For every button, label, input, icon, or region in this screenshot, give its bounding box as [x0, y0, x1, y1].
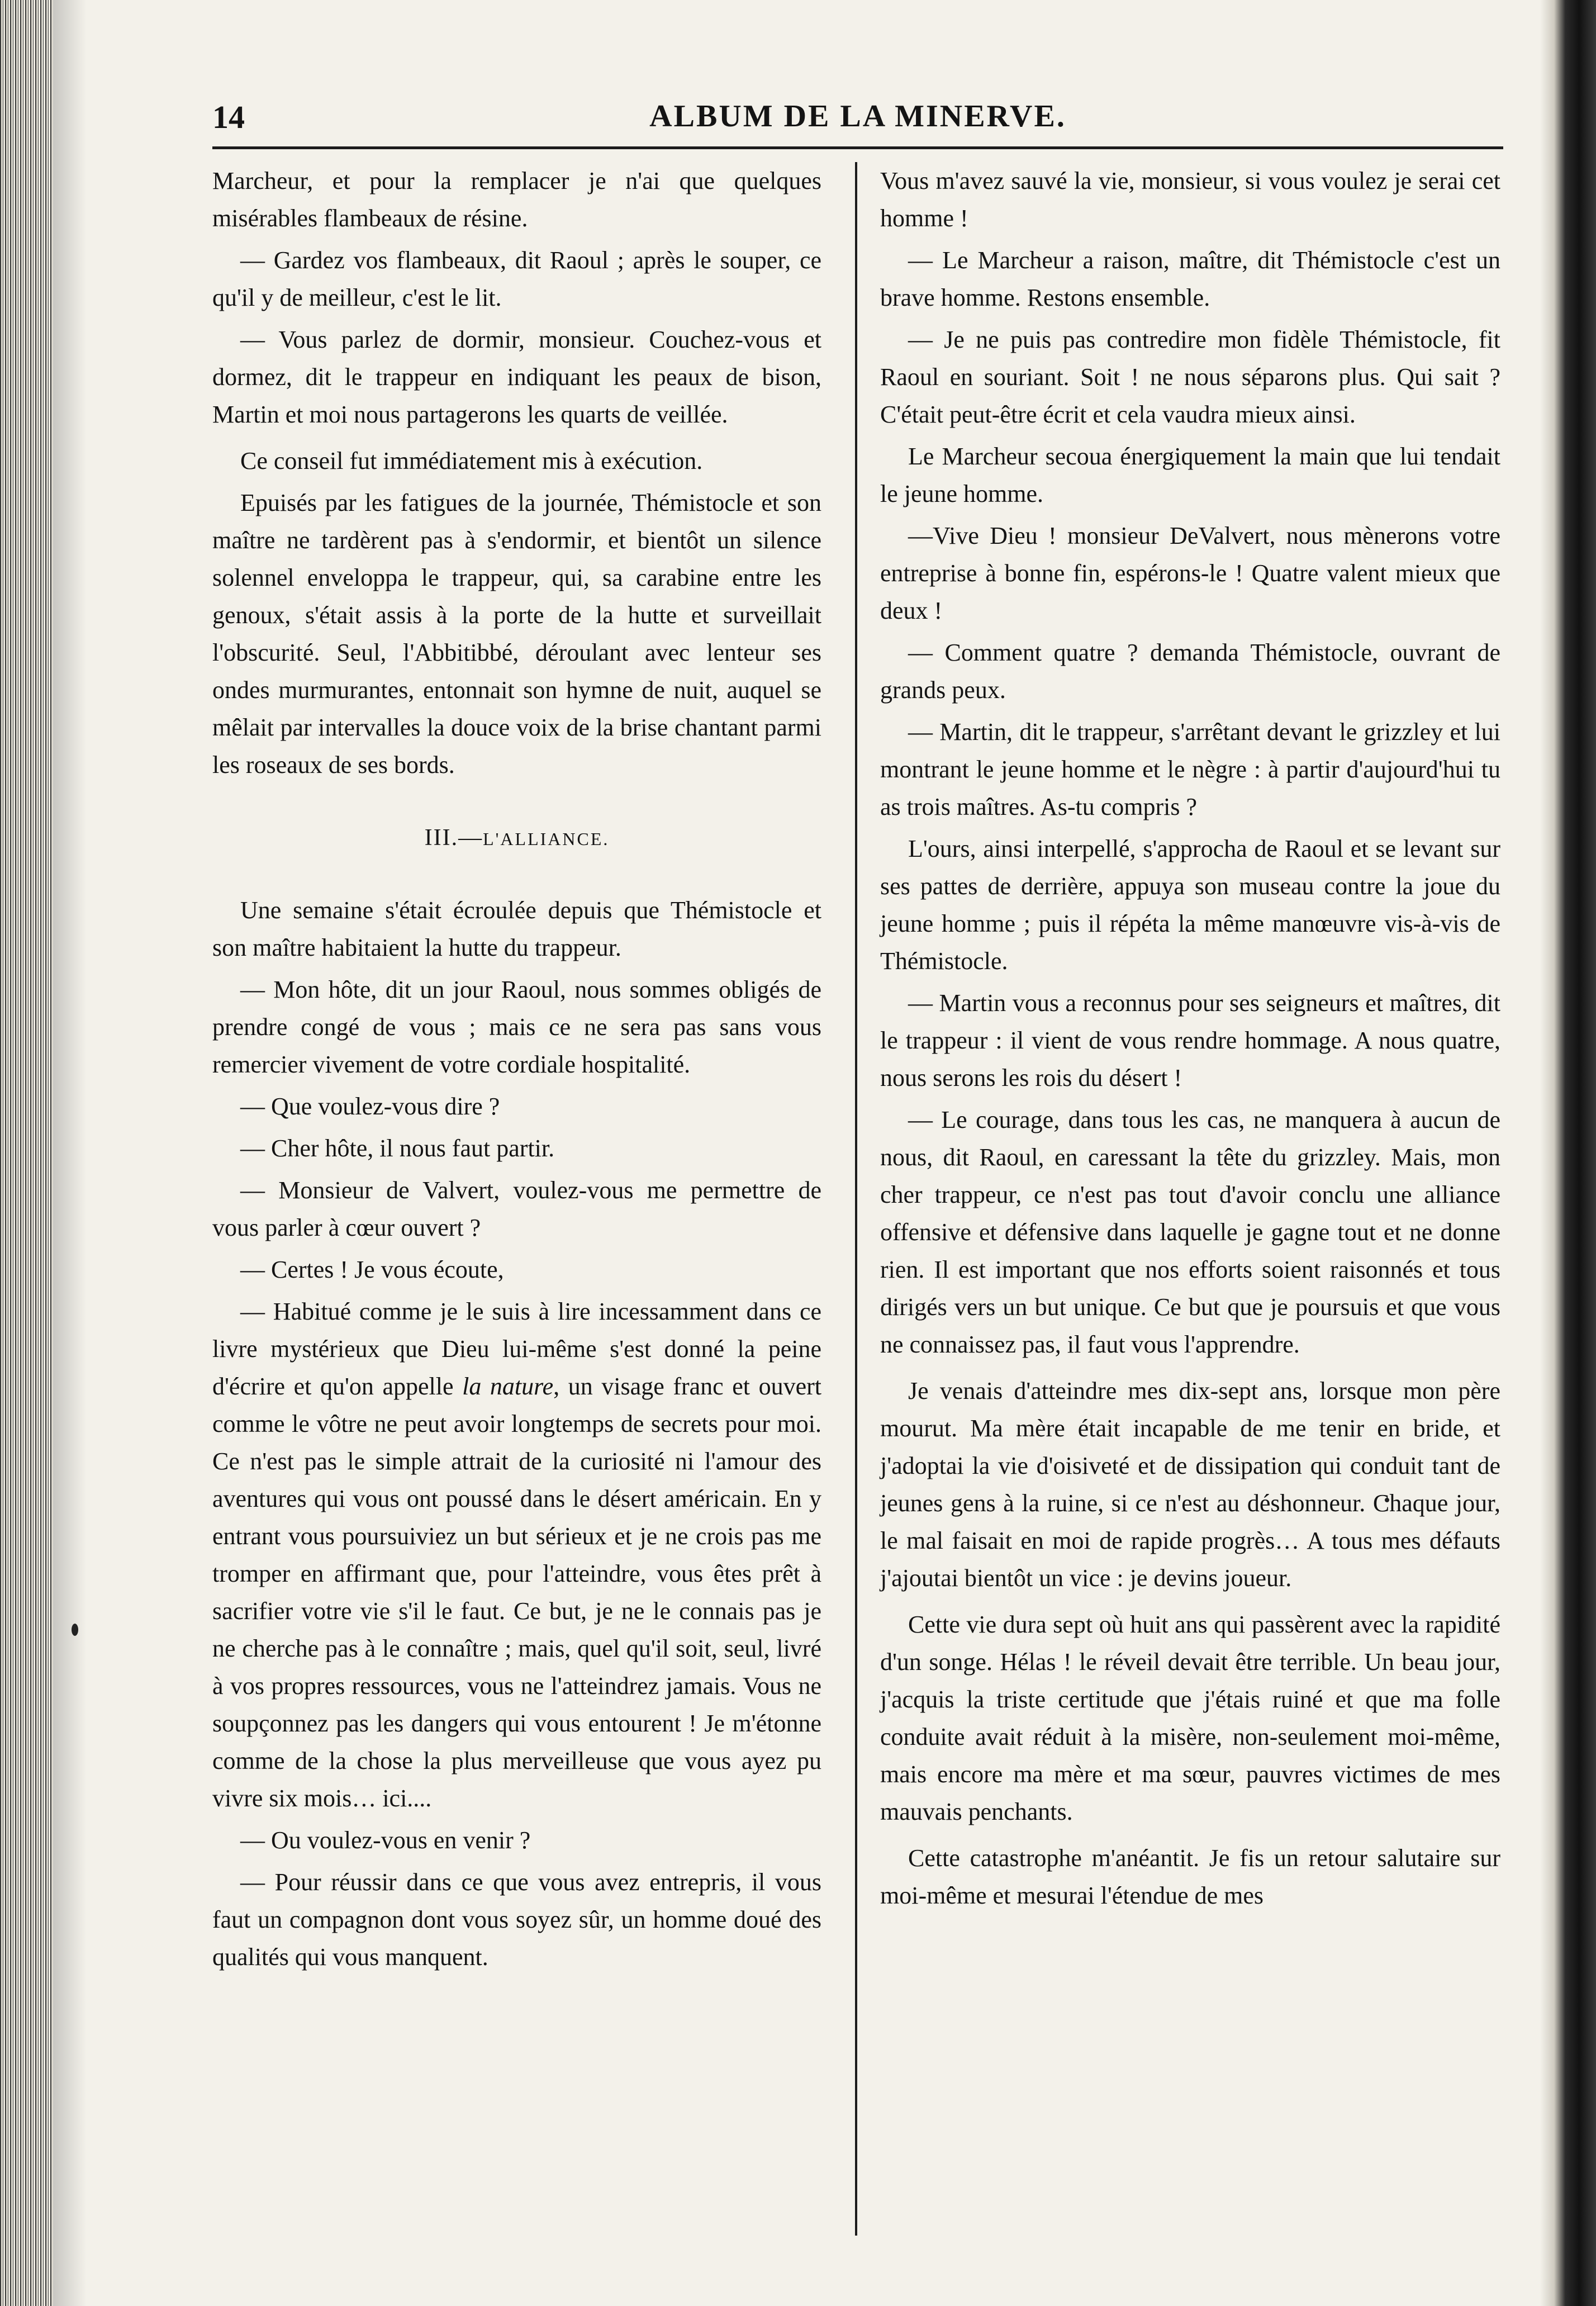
page-binding-left	[0, 0, 53, 2306]
journal-title: ALBUM DE LA MINERVE.	[649, 99, 1066, 134]
paragraph: —Vive Dieu ! monsieur DeValvert, nous mènerons votre entreprise à bonne fin, espérons-le ! Quatre valent mieux que deux !	[880, 522, 1500, 624]
italic-phrase: la nature	[462, 1373, 554, 1400]
column-divider	[855, 162, 857, 2236]
page-number: 14	[212, 99, 245, 135]
paragraph: L'ours, ainsi interpellé, s'approcha de Raoul et se levant sur ses pattes de derrière, appuya son museau contre la joue du jeune homme ; puis il répéta la même manœuvre vis-à-vis de Thémistocle.	[880, 835, 1500, 975]
paragraph: Cette catastrophe m'anéantit. Je fis un retour salutaire sur moi-même et mesurai l'étendue de mes	[880, 1844, 1500, 1909]
paragraph: — Vous parlez de dormir, monsieur. Couchez-vous et dormez, dit le trappeur en indiquant les peaux de bison, Martin et moi nous partagerons les quarts de veillée.	[212, 326, 821, 428]
paragraph-text: , un visage franc et ouvert comme le vôtre ne peut avoir longtemps de secrets pour moi. Ce n'est pas le simple attrait de la curiosité ni l'amour des aventures qui vous ont poussé dans le désert américain. En y entrant vous poursuiviez un but sérieux et je ne crois pas me tromper en affirmant que, pour l'atteindre, vous êtes prêt à sacrifier votre vie s'il le faut. Ce but, je ne le connais pas je ne cherche pas à le connaître ; mais, quel qu'il soit, seul, livré à vos propres ressources, vous ne l'atteindrez jamais. Vous ne soupçonnez pas les dangers qui vous entourent ! Je m'étonne comme de la chose la plus merveilleuse que vous ayez pu vivre six mois… ici....	[212, 1373, 822, 1812]
document-page	[212, 95, 1503, 2258]
running-head	[212, 95, 1503, 140]
paragraph: Je venais d'atteindre mes dix-sept ans, lorsque mon père mourut. Ma mère était incapable de me tenir en bride, et j'adoptai la vie d'oisiveté et de dissipation qui conduit tant de jeunes gens à la ruine, si ce n'est au déshonneur. Chaque jour, le mal faisait en moi de rapide progrès… A tous mes défauts j'ajoutai bientôt un vice : je devins joueur.	[880, 1377, 1500, 1592]
paragraph: — Comment quatre ? demanda Thémistocle, ouvrant de grands peux.	[880, 639, 1500, 704]
paragraph: — Que voulez-vous dire ?	[240, 1093, 500, 1120]
right-column	[880, 162, 1500, 2230]
paragraph-text: — Habitué comme je le suis à lire incessamment dans ce livre mystérieux que Dieu lui-même s'est donné la peine d'écrire et qu'on appelle	[212, 1298, 821, 1400]
paragraph: Marcheur, et pour la remplacer je n'ai que quelques misérables flambeaux de résine.	[212, 167, 821, 232]
paragraph: — Le Marcheur a raison, maître, dit Thémistocle c'est un brave homme. Restons ensemble.	[880, 246, 1500, 311]
section-heading	[212, 819, 821, 858]
header-rule	[212, 146, 1503, 149]
paragraph: — Martin, dit le trappeur, s'arrêtant devant le grizzley et lui montrant le jeune homme et le nègre : à partir d'aujourd'hui tu as trois maîtres. As-tu compris ?	[880, 718, 1500, 820]
section-title: L'ALLIANCE.	[483, 829, 610, 849]
ink-speck	[72, 1624, 78, 1636]
paragraph: Epuisés par les fatigues de la journée, Thémistocle et son maître ne tardèrent pas à s'endormir, et bientôt un silence solennel enveloppa le trappeur, qui, sa carabine entre les genoux, s'était assis à la porte de la hutte et surveillait l'obscurité. Seul, l'Abbitibbé, déroulant avec lenteur ses ondes murmurantes, entonnait son hymne de nuit, auquel se mêlait par intervalles la douce voix de la brise chantant parmi les roseaux de ses bords.	[212, 489, 821, 779]
paragraph: — Martin vous a reconnus pour ses seigneurs et maîtres, dit le trappeur : il vient de vous rendre hommage. A nous quatre, nous serons les rois du désert !	[880, 989, 1500, 1092]
paragraph: — Je ne puis pas contredire mon fidèle Thémistocle, fit Raoul en souriant. Soit ! ne nous séparons plus. Qui sait ? C'était peut-être écrit et cela vaudra mieux ainsi.	[880, 326, 1500, 428]
paragraph: Une semaine s'était écroulée depuis que Thémistocle et son maître habitaient la hutte du trappeur.	[212, 896, 821, 961]
paragraph: Cette vie dura sept où huit ans qui passèrent avec la rapidité d'un songe. Hélas ! le réveil devait être terrible. Un beau jour, j'acquis la triste certitude que j'étais ruiné et que ma folle conduite avait réduit à la misère, non-seulement moi-même, mais encore ma mère et ma sœur, pauvres victimes de mes mauvais penchants.	[880, 1611, 1500, 1825]
paragraph: — Monsieur de Valvert, voulez-vous me permettre de vous parler à cœur ouvert ?	[212, 1176, 821, 1241]
paragraph: — Le courage, dans tous les cas, ne manquera à aucun de nous, dit Raoul, en caressant la tête du grizzley. Mais, mon cher trappeur, ce n'est pas tout d'avoir conclu une alliance offensive et défensive dans laquelle je gagne tout et ne donne rien. Il est important que nos efforts soient raisonnés et tous dirigés vers un but unique. Ce but que je poursuis et que vous ne connaissez pas, il faut vous l'apprendre.	[880, 1106, 1500, 1358]
paragraph: Ce conseil fut immédiatement mis à exécution.	[240, 447, 703, 475]
page-edge-right	[1540, 0, 1596, 2306]
paragraph: Le Marcheur secoua énergiquement la main que lui tendait le jeune homme.	[880, 443, 1500, 507]
paragraph	[212, 1293, 821, 1817]
paragraph: — Certes ! Je vous écoute,	[240, 1256, 504, 1283]
paragraph: — Gardez vos flambeaux, dit Raoul ; après le souper, ce qu'il y de meilleur, c'est le lit.	[212, 246, 821, 311]
paragraph: — Ou voulez-vous en venir ?	[240, 1826, 531, 1854]
paragraph: Vous m'avez sauvé la vie, monsieur, si vous voulez je serai cet homme !	[880, 167, 1500, 232]
paragraph: — Cher hôte, il nous faut partir.	[240, 1135, 555, 1162]
page-binding-shadow	[53, 0, 87, 2306]
paragraph: — Mon hôte, dit un jour Raoul, nous sommes obligés de prendre congé de vous ; mais ce ne sera pas sans vous remercier vivement de votre cordiale hospitalité.	[212, 976, 821, 1078]
section-number: III.—	[424, 825, 483, 851]
left-column	[212, 162, 821, 2230]
paragraph: — Pour réussir dans ce que vous avez entrepris, il vous faut un compagnon dont vous soyez sûr, un homme doué des qualités qui vous manquent.	[212, 1868, 821, 1971]
